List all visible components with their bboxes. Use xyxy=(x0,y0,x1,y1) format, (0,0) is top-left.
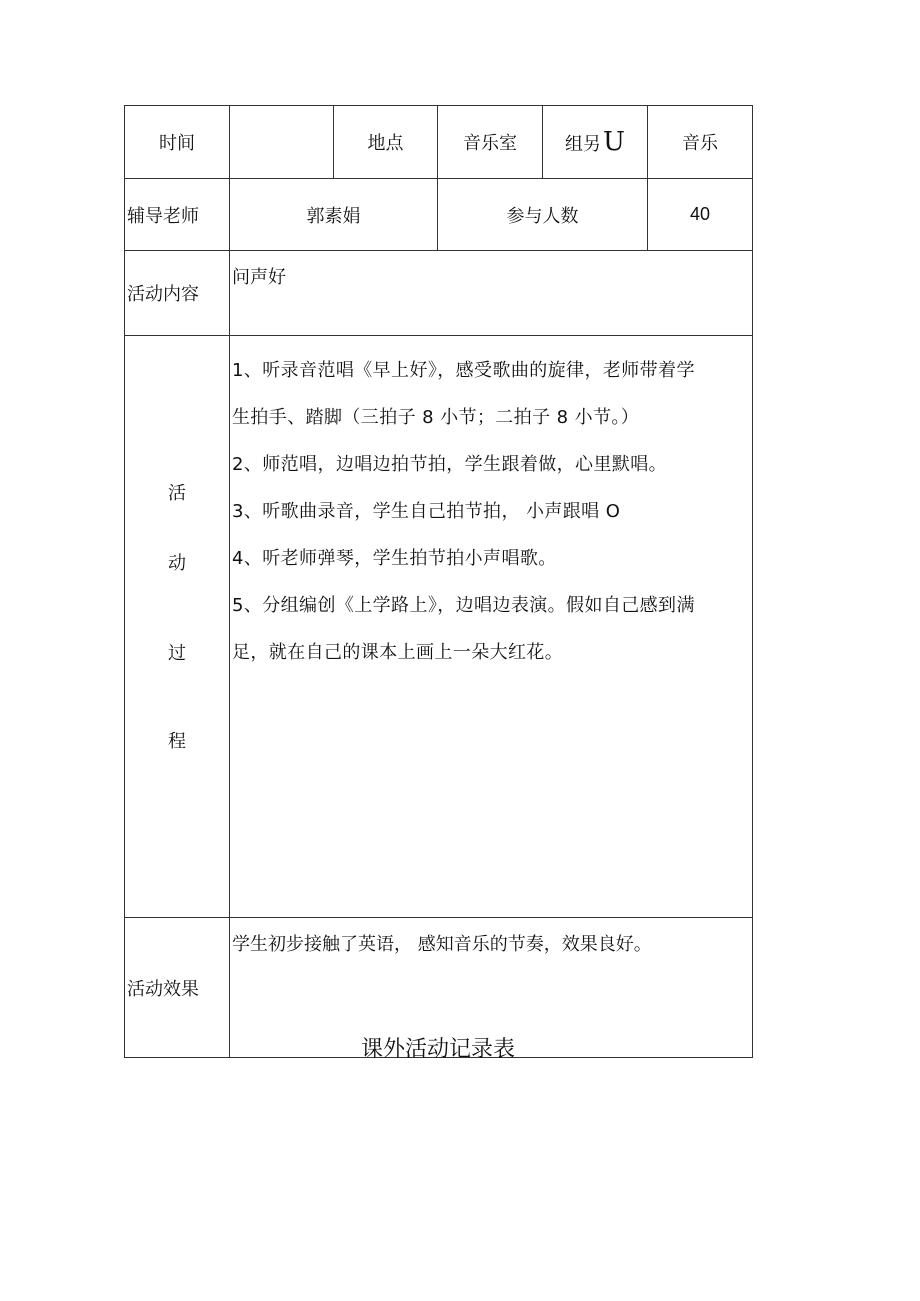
group-value: U xyxy=(603,127,625,157)
participants-label: 参与人数 xyxy=(438,179,648,251)
group-cell xyxy=(543,106,648,179)
process-step: 3、听歌曲录音，学生自己拍节拍， 小声跟唱 O xyxy=(232,501,621,522)
time-label: 时间 xyxy=(125,106,230,179)
process-step: 5、分组编创《上学路上》，边唱边表演。假如自己感到满 xyxy=(232,595,695,616)
table-row xyxy=(125,179,753,251)
teacher-label: 辅导老师 xyxy=(125,179,230,251)
group-label: 组另 xyxy=(565,134,602,155)
process-step: 4、听老师弹琴，学生拍节拍小声唱歌。 xyxy=(232,548,557,569)
table-row xyxy=(125,251,753,336)
table-row xyxy=(125,336,753,918)
page-caption: 课外活动记录表 xyxy=(360,1037,515,1062)
table-row xyxy=(125,106,753,179)
content-label: 活动内容 xyxy=(125,251,230,336)
process-step: 足，就在自己的课本上画上一朵大红花。 xyxy=(232,642,564,663)
process-label xyxy=(125,336,230,918)
process-steps xyxy=(230,336,753,918)
process-step: 生拍手、踏脚（三拍子 8 小节；二拍子 8 小节。） xyxy=(232,407,640,428)
process-step: 2、师范唱，边唱边拍节拍，学生跟着做，心里默唱。 xyxy=(232,454,668,475)
process-label-char: 程 xyxy=(168,731,186,752)
process-step: 1、听录音范唱《早上好》，感受歌曲的旋律，老师带着学 xyxy=(232,360,695,381)
teacher-value: 郭素娟 xyxy=(230,179,438,251)
place-value: 音乐室 xyxy=(438,106,543,179)
content-value: 问声好 xyxy=(230,251,753,336)
activity-record-table xyxy=(124,105,753,1058)
effect-label: 活动效果 xyxy=(125,918,230,1058)
participants-value: 40 xyxy=(648,179,753,251)
subject-value: 音乐 xyxy=(648,106,753,179)
process-label-char: 动 xyxy=(168,553,186,574)
effect-value: 学生初步接触了英语， 感知音乐的节奏，效果良好。 xyxy=(230,918,753,1058)
process-label-char: 过 xyxy=(168,643,186,664)
time-value xyxy=(230,106,334,179)
place-label: 地点 xyxy=(334,106,438,179)
process-label-char: 活 xyxy=(168,483,186,504)
